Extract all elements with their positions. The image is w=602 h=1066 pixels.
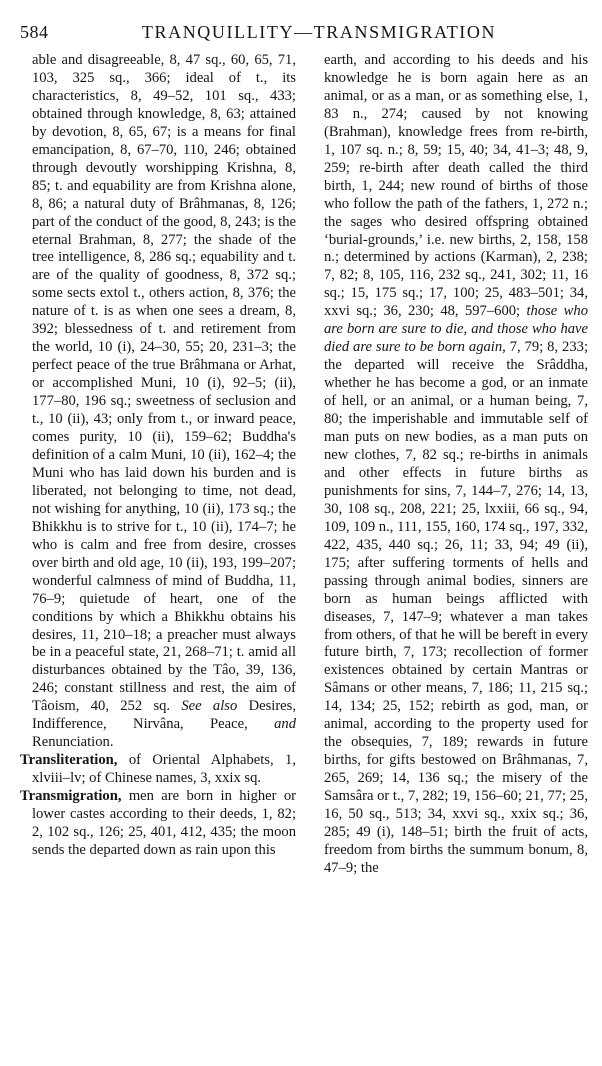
see-also-last: Renunciation. <box>32 734 114 751</box>
index-columns <box>20 52 588 878</box>
right-text-before-italic: earth, and according to his deeds and his knowledge he is born again here as an animal, or as a man, or as something else, 1, 83 n., 274; caused by not knowing (Brahman), knowledge frees from re-birth, 1, 107 sq. n.; 8, 59; 15, 40; 34, 41–3; 48, 9, 259; re-birth after death called the third birth, 1, 244; new round of births of those who follow the path of the fathers, 1, 272 n.; the sages who desired offspring obtained ‘burial-grounds,’ i.e. new births, 2, 158, 158 n.; determined by actions (Karman), 2, 238; 7, 82; 8, 105, 116, 232 sq., 241, 302; 11, 16 sq.; 15, 175 sq.; 17, 100; 25, 483–501; 34, xxvi sq.; 36, 230; 48, 597–600; <box>324 52 588 320</box>
right-italic-quote: those who are born are sure to die, and those who have died are sure to be born again, <box>324 303 588 356</box>
entry-transmigration <box>20 788 296 860</box>
and-word: and <box>274 716 296 733</box>
running-head: TRANQUILLITY—TRANSMIGRATION <box>141 22 497 42</box>
see-also-list: Desires, Indifference, Nirvâna, Peace, <box>32 698 296 733</box>
page-number: 584 <box>20 22 49 42</box>
see-also-label: See also <box>181 698 238 715</box>
entry-tranquillity-continued <box>20 52 296 752</box>
transliteration-heading: Transliteration, <box>20 752 118 769</box>
left-column <box>20 52 296 878</box>
right-column <box>312 52 588 878</box>
page-header <box>20 0 588 52</box>
entry-transliteration <box>20 752 296 788</box>
tranquillity-text: able and disagreeable, 8, 47 sq., 60, 65, 71, 103, 325 sq., 366; ideal of t., its characteristics, 8, 49–52, 101 sq., 433; obtained through knowledge, 8, 63; attained by devotion, 8, 65, 67; is a means for final emancipation, 8, 67–70, 110, 246; obtained through devoutly worshipping Krishna, 8, 85; t. and equability are from Krishna alone, 8, 86; a natural duty of Brâhmanas, 8, 126; part of the conduct of the good, 8, 243; is the eternal Brahman, 8, 277; the shade of the tree intelligence, 8, 286 sq.; equability and t. are of the quality of goodness, 8, 372 sq.; some sects extol t., others action, 8, 376; the nature of t. is as when one sees a dream, 8, 392; blessedness of t. and retirement from the world, 10 (i), 24–30, 55; 20, 231–3; the perfect peace of the true Brâhmana or Arhat, or accomplished Muni, 10 (i), 92–5; (ii), 177–80, 196 sq.; sweetness of seclusion and t., 10 (ii), 43; only from t., or inward peace, comes purity, 10 (ii), 159–62; Buddha's definition of a calm Muni, 10 (ii), 162–4; the Muni who has laid down his burden and is liberated, not belonging to time, not dead, not wishing for anything, 10 (ii), 173 sq.; the Bhikkhu is to strive for t., 10 (ii), 174–7; he who is calm and free from desire, crosses over birth and old age, 10 (ii), 193, 199–207; wonderful calmness of mind of Buddha, 11, 76–9; quietude of heart, one of the conditions by which a Bhikkhu obtains his desires, 11, 210–18; a preacher must always be in a peaceful state, 21, 268–71; t. amid all disturbances obtained by the Tâo, 39, 136, 246; constant stillness and rest, the aim of Tâoism, 40, 252 sq. <box>32 52 296 715</box>
entry-transmigration-continued <box>312 52 588 878</box>
transmigration-heading: Transmigration, <box>20 788 122 805</box>
transliteration-text: of Oriental Alphabets, 1, xlviii–lv; of Chinese names, 3, xxix sq. <box>32 752 296 787</box>
right-text-after-italic: 7, 79; 8, 233; the departed will receive the Srâddha, whether he has become a god, or an inmate of hell, or an animal, or a human being, 7, 80; the imperishable and immutable self of man puts on new bodies, as a man puts on new clothes, 7, 82 sq.; re-births in animals and other effects in future births as punishments for sins, 7, 144–7, 276; 14, 13, 30, 108 sq., 208, 221; 25, lxxiii, 66 sq., 94, 109, 109 n., 111, 155, 160, 174 sq., 197, 332, 422, 435, 440 sq.; 26, 11; 33, 94; 49 (ii), 175; after suffering torments of hells and passing through animal bodies, sinners are born as human beings afflicted with diseases, 7, 147–9; whatever a man takes from others, of that he will be bereft in every future birth, 7, 173; recollection of former existences obtained by certain Mantras or Sâmans or other means, 7, 186; 11, 215 sq.; 14, 134; 25, 152; rebirth as god, man, or animal, according to the property used for the obsequies, 7, 189; rewards in future births, for gifts bestowed on Brâhmanas, 7, 265, 269; 14, 136 sq.; the misery of the Samsâra or t., 7, 282; 19, 156–60; 21, 77; 25, 16, 50 sq., 513; 34, xxvi sq., xxix sq.; 36, 285; 49 (i), 148–51; birth the fruit of acts, freedom from births the summum bonum, 8, 47–9; the <box>324 339 589 876</box>
transmigration-text: men are born in higher or lower castes according to their deeds, 1, 82; 2, 102 sq., 126; 25, 401, 412, 435; the moon sends the departed down as rain upon this <box>32 788 296 858</box>
